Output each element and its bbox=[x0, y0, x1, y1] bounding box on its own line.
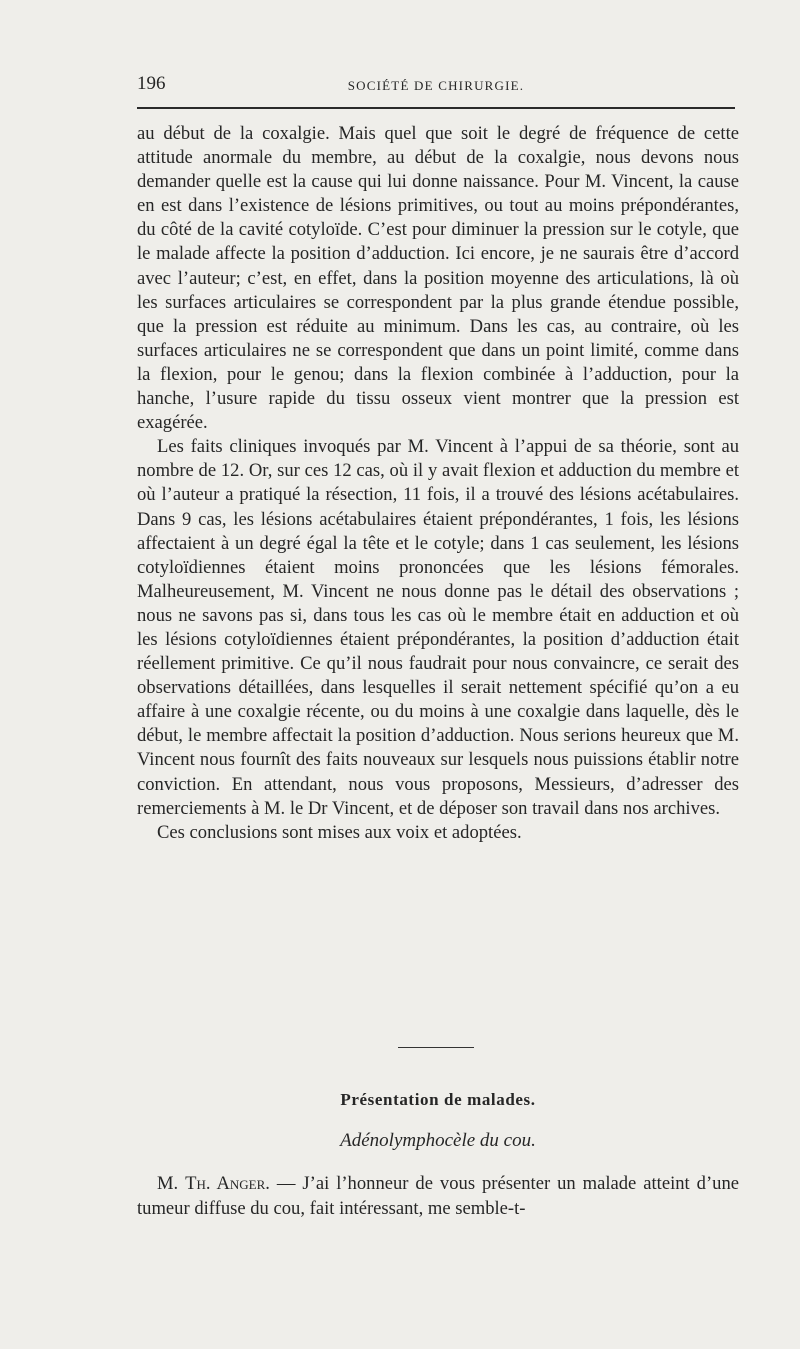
section-title: Présentation de malades. bbox=[340, 1090, 536, 1109]
header-rule bbox=[137, 107, 735, 109]
paragraph: Les faits cliniques invoqués par M. Vincent à l’appui de sa théorie, sont au nombre de 12. Or, sur ces 12 cas, où il y avait flexion et adduction du membre et où l’auteur a pratiqué la résection, 11 fois, il a trouvé des lésions acétabulaires. Dans 9 cas, les lésions acétabulaires étaient prépondérantes, 1 fois, les lésions affectaient à un degré égal la tête et le cotyle; dans 1 cas seulement, les lésions cotyloïdiennes étaient moins prononcées que les lésions fémorales. Malheureusement, M. Vincent ne nous donne pas le détail des observations ; nous ne savons pas si, dans tous les cas où le membre était en adduction et où les lésions cotyloïdiennes étaient prépondérantes, la position d’adduction était réellement primitive. Ce qu’il nous faudrait pour nous convaincre, ce serait des observations détaillées, dans lesquelles il serait nettement spécifié qu’on a eu affaire à une coxalgie récente, ou du moins à une coxalgie dans laquelle, dès le début, le membre affectait la position d’adduction. Nous serions heureux que M. Vincent nous fournît des faits nouveaux sur lesquels nous puissions établir notre conviction. En attendant, nous vous proposons, Messieurs, d’adresser des remerciements à M. le Dr Vincent, et de déposer son travail dans nos archives. bbox=[137, 436, 739, 819]
paragraph bbox=[137, 1172, 739, 1221]
paragraph-text: — J’ai l’honneur de vous présenter un malade atteint d’une tumeur diffuse du cou, fait intéressant, me semble-t- bbox=[137, 1173, 739, 1219]
paragraph: Ces conclusions sont mises aux voix et adoptées. bbox=[157, 821, 522, 843]
speaker-name: Th. Anger. bbox=[185, 1173, 270, 1194]
section-separator bbox=[398, 1047, 474, 1048]
speaker-prefix: M. bbox=[157, 1173, 186, 1194]
section-subtitle: Adénolymphocèle du cou. bbox=[340, 1130, 536, 1151]
paragraph: au début de la coxalgie. Mais quel que soit le degré de fréquence de cette attitude anormale du membre, au début de la coxalgie, nous devons nous demander quelle est la cause qui lui donne naissance. Pour M. Vincent, la cause en est dans l’existence de lésions primitives, ou tout au moins prépondérantes, du côté de la cavité cotyloïde. C’est pour diminuer la pression sur le cotyle, que le malade affecte la position d’adduction. Ici encore, je ne saurais être d’accord avec l’auteur; c’est, en effet, dans la position moyenne des articulations, là où les surfaces articulaires se correspondent par la plus grande étendue possible, que la pression est réduite au minimum. Dans les cas, au contraire, où les surfaces articulaires ne se correspondent que dans un point limité, comme dans la flexion, pour le genou; dans la flexion combinée à l’adduction, pour la hanche, l’usure rapide du tissu osseux vient montrer que la pression est exagérée. bbox=[137, 123, 739, 434]
page-number: 196 bbox=[137, 73, 166, 94]
page-header bbox=[137, 73, 735, 99]
running-title: SOCIÉTÉ DE CHIRURGIE. bbox=[347, 78, 525, 93]
final-paragraph-block bbox=[137, 1172, 739, 1221]
body-text bbox=[137, 122, 739, 845]
